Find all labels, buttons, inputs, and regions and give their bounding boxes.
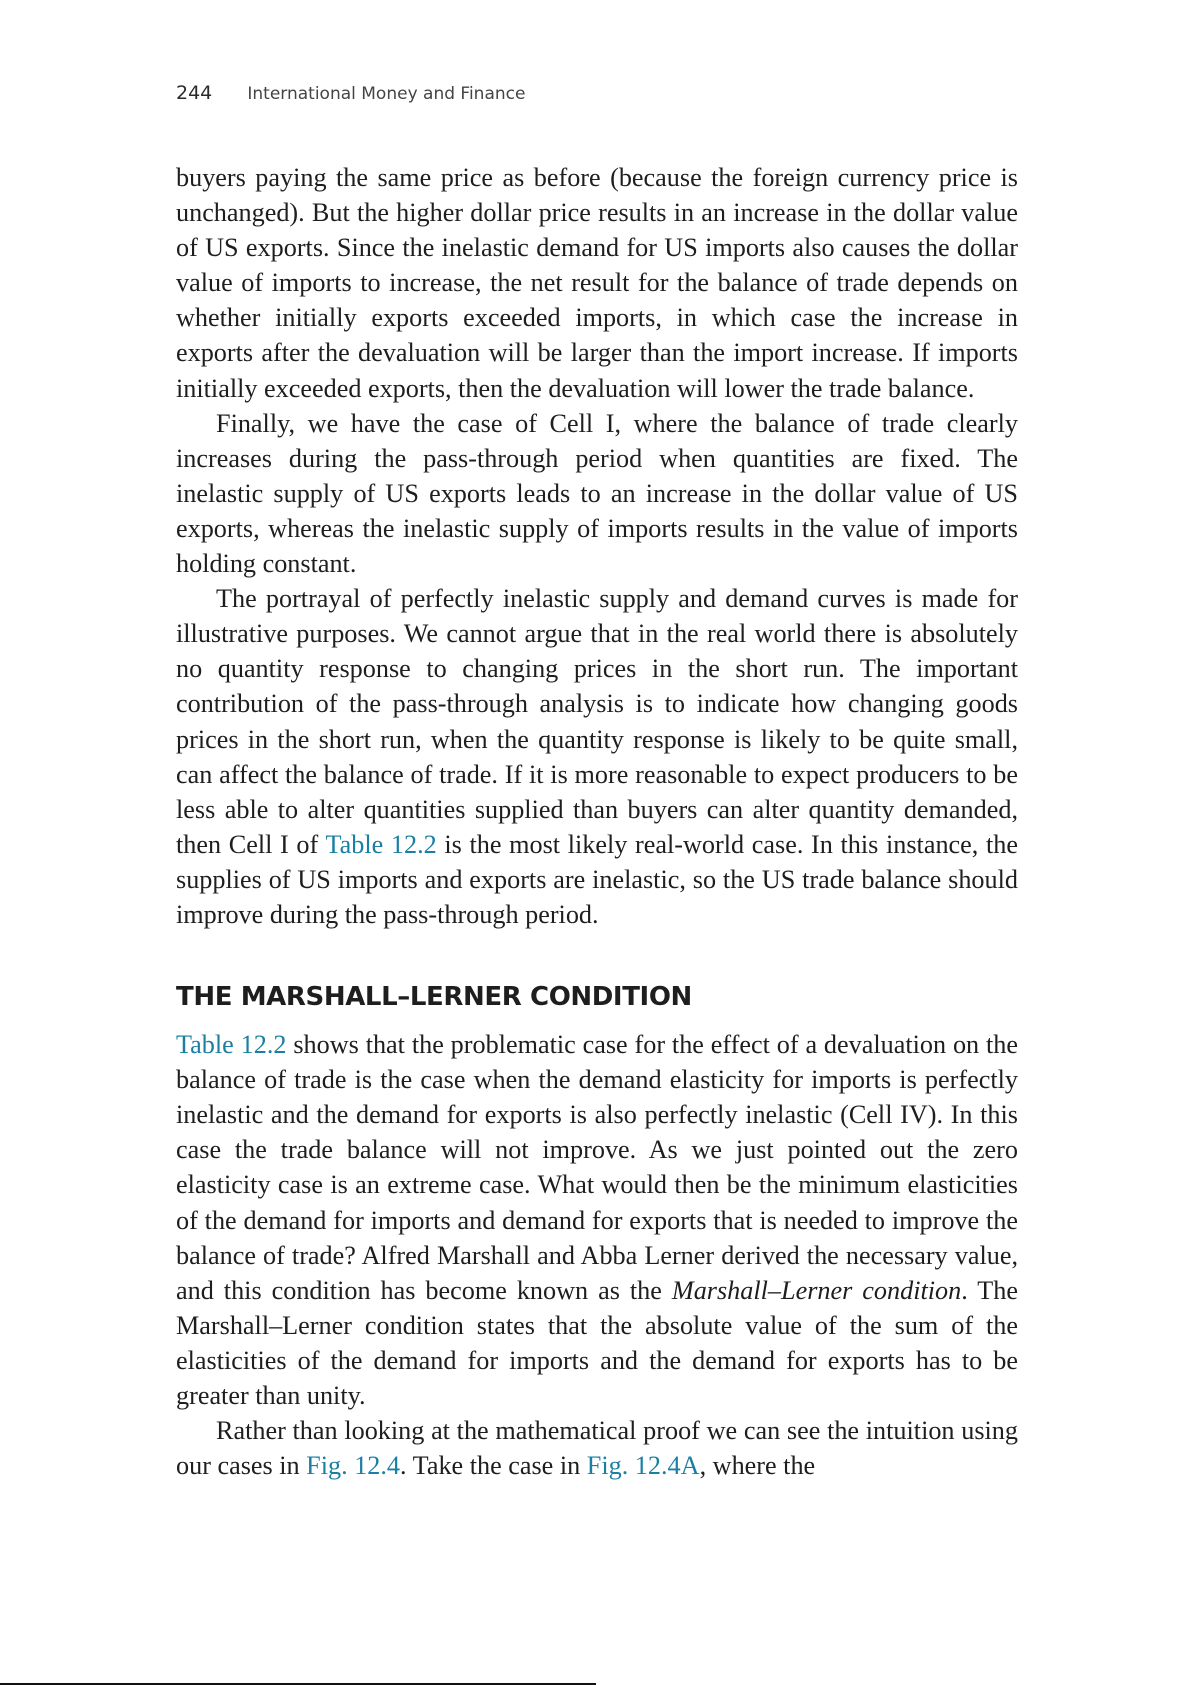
paragraph-3-text-a: The portrayal of perfectly inelastic supply and demand curves is made for illustrative purposes. We cannot argue that in the real world there is absolutely no quantity response to changing prices in the short run. The important contribution of the pass-through analysis is to indicate how changing goods prices in the short run, when the quantity response is likely to be quite small, can affect the balance of trade. If it is more reasonable to expect producers to be less able to alter quantities supplied than buyers can alter quantity demanded, then Cell I of — [176, 584, 1018, 859]
table-12-2-link[interactable]: Table 12.2 — [325, 829, 437, 859]
section-heading: THE MARSHALL–LERNER CONDITION — [176, 982, 692, 1013]
paragraph-4-text-b: . The Marshall–Lerner condition states that the absolute value of the sum of the elasticities of the demand for imports and the demand for exports has to be greater than unity. — [176, 1275, 1018, 1410]
paragraph-2 — [176, 406, 1018, 581]
paragraph-3 — [176, 581, 1018, 932]
fig-12-4a-link[interactable]: Fig. 12.4A — [586, 1451, 700, 1481]
running-head — [176, 82, 525, 104]
paragraph-4 — [176, 1027, 1018, 1413]
paragraph-5-text-b: . Take the case in — [400, 1451, 587, 1481]
paragraph-3-text-b: is the most likely real-world case. In this instance, the supplies of US imports and exports are inelastic, so the US trade balance should improve during the pass-through period. — [176, 829, 1018, 929]
paragraph-5-text-a: Rather than looking at the mathematical proof we can see the intuition using our cases in — [176, 1416, 1018, 1481]
body-text — [176, 160, 1018, 1483]
paragraph-5-text-c: , where the — [699, 1451, 816, 1481]
fig-12-4-link[interactable]: Fig. 12.4 — [306, 1451, 401, 1481]
marshall-lerner-term: Marshall–Lerner condition — [671, 1275, 962, 1305]
book-title: International Money and Finance — [247, 84, 526, 104]
paragraph-1 — [176, 160, 1018, 406]
paragraph-4-text-a: shows that the problematic case for the effect of a devaluation on the balance of trade is the case when the demand elasticity for imports is perfectly inelastic and the demand for exports is also perfectly inelastic (Cell IV). In this case the trade balance will not improve. As we just pointed out the zero elasticity case is an extreme case. What would then be the minimum elasticities of the demand for imports and demand for exports that is needed to improve the balance of trade? Alfred Marshall and Abba Lerner derived the necessary value, and this condition has become known as the — [176, 1030, 1018, 1305]
paragraph-2-text: Finally, we have the case of Cell I, where the balance of trade clearly increases during the pass-through period when quantities are fixed. The inelastic supply of US exports leads to an increase in the dollar value of US exports, whereas the inelastic supply of imports results in the value of imports holding constant. — [176, 408, 1018, 579]
page-number: 244 — [176, 82, 213, 104]
paragraph-5 — [176, 1413, 1018, 1483]
table-12-2-link[interactable]: Table 12.2 — [176, 1030, 287, 1060]
paragraph-1-text: buyers paying the same price as before (because the foreign currency price is unchanged). But the higher dollar price results in an increase in the dollar value of US exports. Since the inelastic demand for US imports also causes the dollar value of imports to increase, the net result for the balance of trade depends on whether initially exports exceeded imports, in which case the increase in exports after the devaluation will be larger than the import increase. If imports initially exceeded exports, then the devaluation will lower the trade balance. — [176, 163, 1018, 403]
